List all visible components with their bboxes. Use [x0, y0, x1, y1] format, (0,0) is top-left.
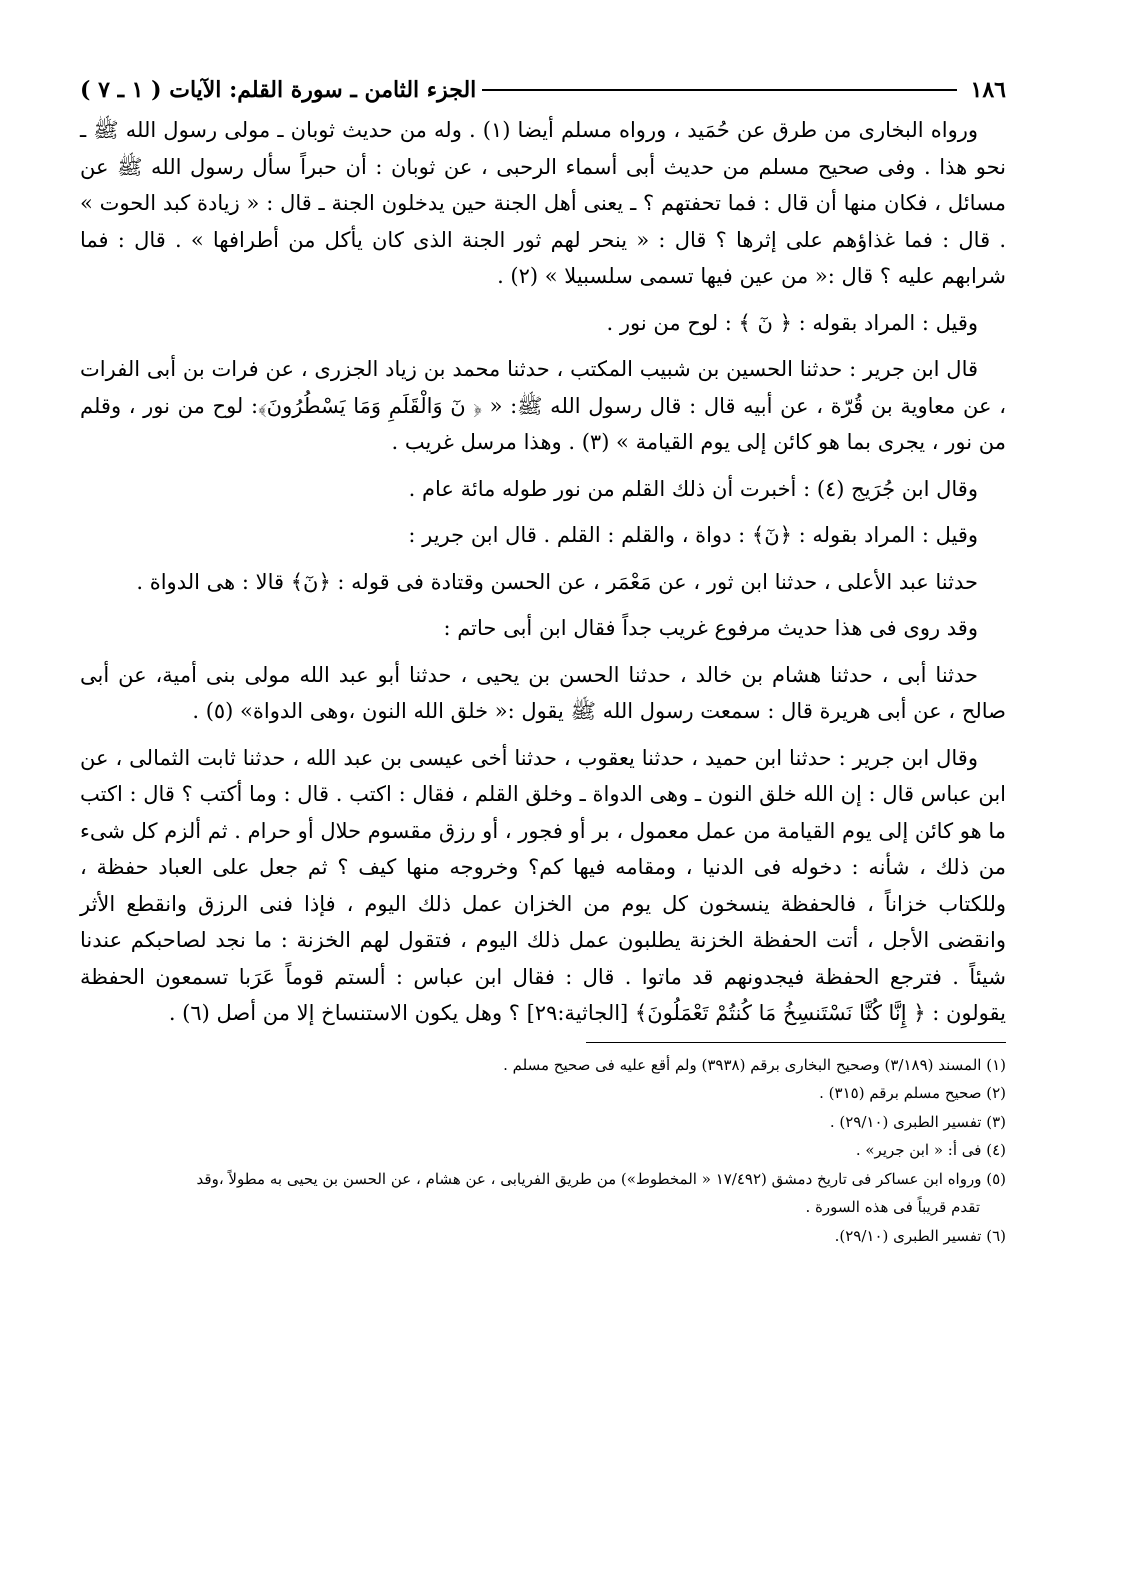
paragraph: وقال ابن جُرَيج (٤) : أخبرت أن ذلك القلم من نور طوله مائة عام . [408, 476, 978, 501]
header-title: الجزء الثامن ـ سورة القلم: الآيات ( ١ ـ ٧ ) [80, 77, 477, 103]
paragraph: وقد روى فى هذا حديث مرفوع غريب جداً فقال ابن أبى حاتم : [443, 616, 978, 640]
running-header [80, 72, 1006, 108]
footnote: (٢) صحيح مسلم برقم (٣١٥) . [819, 1084, 1006, 1102]
paragraph: وقيل : المراد بقوله : ﴿نٓ﴾ : دواة ، والقلم : القلم . قال ابن جرير : [408, 523, 978, 547]
footnote: (١) المسند (٣/١٨٩) وصحيح البخارى برقم (٣٩٣٨) ولم أقع عليه فى صحيح مسلم . [503, 1055, 1006, 1074]
paragraph: ورواه البخارى من طرق عن حُمَيد ، ورواه مسلم أيضا (١) . وله من حديث ثوبان ـ مولى رسول الله ﷺ ـ نحو هذا . وفى صحيح مسلم من حديث أبى أسماء الرحبى ، عن ثوبان : أن حبراً سأل رسول الله ﷺ عن مسائل ، فكان منها أن قال : فما تحفتهم ؟ ـ يعنى أهل الجنة حين يدخلون الجنة ـ قال : « زيادة كبد الحوت » . قال : فما غذاؤهم على إثرها ؟ قال : « ينحر لهم ثور الجنة الذى كان يأكل من أطرافها » . قال : فما شرابهم عليه ؟ قال :« من عين فيها تسمى سلسبيلا » (٢) . [80, 118, 1006, 288]
main-text [80, 112, 1006, 1032]
footnote: (٥) ورواه ابن عساكر فى تاريخ دمشق (١٧/٤٩٢ « المخطوط») من طريق الفريابى ، عن هشام ، عن الحسن بن يحيى به مطولاً ،وقد [196, 1169, 1006, 1188]
footnote: (٦) تفسير الطبرى (٢٩/١٠). [834, 1226, 1006, 1245]
paragraph: حدثنا أبى ، حدثنا هشام بن خالد ، حدثنا الحسن بن يحيى ، حدثنا أبو عبد الله مولى بنى أمية، عن أبى صالح ، عن أبى هريرة قال : سمعت رسول الله ﷺ يقول :« خلق الله النون ،وهى الدواة» (٥) . [80, 662, 1006, 723]
paragraph: حدثنا عبد الأعلى ، حدثنا ابن ثور ، عن مَعْمَر ، عن الحسن وقتادة فى قوله : ﴿نٓ﴾ قالا : هى الدواة . [136, 569, 978, 594]
header-rule [482, 89, 956, 91]
page [80, 72, 1006, 1250]
footnote-continuation: تقدم قريباً فى هذه السورة . [805, 1198, 980, 1216]
page-number: ١٨٦ [970, 77, 1006, 103]
footnote: (٣) تفسير الطبرى (٢٩/١٠) . [829, 1112, 1006, 1131]
paragraph: وقيل : المراد بقوله : ﴿ نٓ ﴾ : لوح من نور . [606, 310, 978, 335]
paragraph: وقال ابن جرير : حدثنا ابن حميد ، حدثنا يعقوب ، حدثنا أخى عيسى بن عبد الله ، حدثنا ثابت الثمالى ، عن ابن عباس قال : إن الله خلق النون ـ وهى الدواة ـ وخلق القلم ، فقال : اكتب . قال : وما أكتب ؟ قال : اكتب ما هو كائن إلى يوم القيامة من عمل معمول ، بر أو فجور ، أو رزق مقسوم حلال أو حرام . ثم ألزم كل شىء من ذلك ، شأنه : دخوله فى الدنيا ، ومقامه فيها كم؟ وخروجه منها كيف ؟ ثم جعل على العباد حفظة ، وللكتاب خزاناً ، فالحفظة ينسخون كل يوم من الخزان عمل ذلك اليوم ، فإذا فنى الرزق وانقطع الأثر وانقضى الأجل ، أتت الحفظة الخزنة يطلبون عمل ذلك اليوم ، فتقول لهم الخزنة : ما نجد لصاحبكم عندنا شيئاً . فترجع الحفظة فيجدونهم قد ماتوا . قال : فقال ابن عباس : ألستم قوماً عَرَبا تسمعون الحفظة يقولون : ﴿ إِنَّا كُنَّا نَسْتَنسِخُ مَا كُنتُمْ تَعْمَلُونَ﴾ [الجاثية:٢٩] ؟ وهل يكون الاستنساخ إلا من أصل (٦) . [80, 745, 1006, 1025]
footnote: (٤) فى أ: « ابن جرير» . [855, 1141, 1006, 1159]
footnote-separator [586, 1042, 1006, 1043]
paragraph: قال ابن جرير : حدثنا الحسين بن شبيب المكتب ، حدثنا محمد بن زياد الجزرى ، عن فرات بن أبى الفرات ، عن معاوية بن قُرّة ، عن أبيه قال : قال رسول الله ﷺ: « ﴿ نٓ وَالْقَلَمِ وَمَا يَسْطُرُونَ﴾: لوح من نور ، وقلم من نور ، يجرى بما هو كائن إلى يوم القيامة » (٣) . وهذا مرسل غريب . [80, 357, 1006, 454]
footnotes [80, 1051, 1006, 1251]
